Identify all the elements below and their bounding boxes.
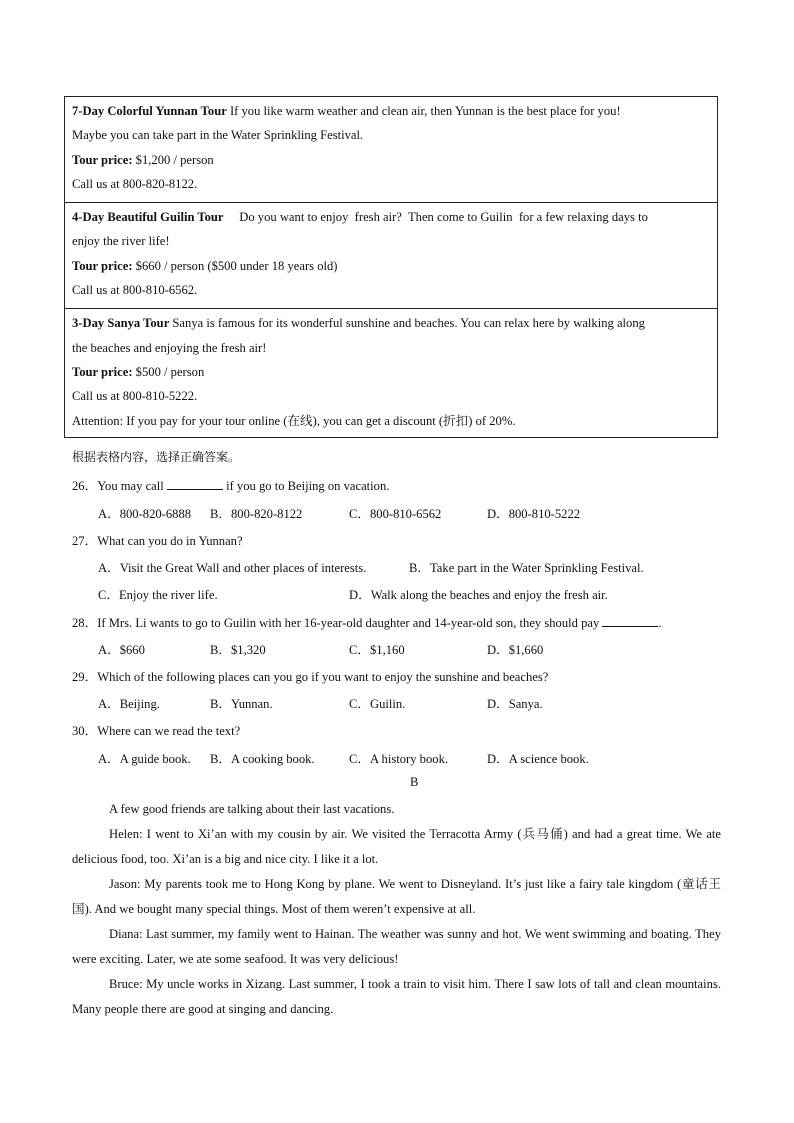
option[interactable]: D．Walk along the beaches and enjoy the fresh air.: [349, 588, 608, 602]
tour-phone: Call us at 800-820-8122.: [72, 176, 198, 191]
option[interactable]: A．A guide book.: [98, 752, 191, 766]
option[interactable]: A．800-820-6888: [98, 507, 192, 521]
tour-attention: Attention: If you pay for your tour online (在线), you can get a discount (折扣) of 20%.: [72, 413, 516, 428]
tour-price: $1,200 / person: [132, 152, 214, 167]
tour-price: $500 / person: [132, 364, 205, 379]
passage-paragraph: Jason: My parents took me to Hong Kong by plane. We went to Disneyland. It’s just like a fairy tale kingdom (童话王国). And we bought many special things. Most of them weren’t expensive at all.: [72, 877, 721, 916]
passage-paragraph: Helen: I went to Xi’an with my cousin by air. We visited the Terracotta Army (兵马俑) and had a great time. We ate delicious food, too. Xi’an is a big and nice city. I like it a lot.: [72, 827, 721, 866]
tour-title: 3-Day Sanya Tour: [72, 316, 170, 331]
tour-table: [64, 96, 718, 438]
answer-blank: [167, 479, 223, 490]
tour-cell-guilin: [65, 203, 717, 309]
tour-price-label: Tour price:: [72, 152, 133, 167]
option[interactable]: B．Yunnan.: [210, 697, 273, 711]
option[interactable]: A．Beijing.: [98, 697, 160, 711]
instruction: 根据表格内容，选择正确答案。: [72, 450, 241, 464]
tour-price-label: Tour price:: [72, 364, 133, 379]
option[interactable]: D．$1,660: [487, 643, 544, 657]
question-stem: 29．Which of the following places can you go if you want to enjoy the sunshine and beaches?: [72, 670, 549, 684]
question-stem: 28．If Mrs. Li wants to go to Guilin with her 16-year-old daughter and 14-year-old son, they should pay .: [72, 616, 662, 630]
option[interactable]: A．Visit the Great Wall and other places of interests.: [98, 561, 367, 575]
option[interactable]: A．$660: [98, 643, 145, 657]
tour-description: If you like warm weather and clean air, then Yunnan is the best place for you!: [226, 104, 621, 118]
reading-passage: [72, 797, 721, 1022]
option[interactable]: C．A history book.: [349, 752, 449, 766]
tour-description: Maybe you can take part in the Water Sprinkling Festival.: [72, 128, 364, 143]
option[interactable]: D．A science book.: [487, 752, 589, 766]
tour-phone: Call us at 800-810-6562.: [72, 283, 198, 298]
option[interactable]: C．Enjoy the river life.: [98, 588, 218, 602]
passage-paragraph: Diana: Last summer, my family went to Hainan. The weather was sunny and hot. We went swimming and boating. They were exciting. Later, we ate some seafood. It was very delicious!: [72, 927, 721, 966]
tour-title: 4-Day Beautiful Guilin Tour: [72, 210, 224, 225]
question-stem: 27．What can you do in Yunnan?: [72, 534, 243, 548]
tour-description: enjoy the river life!: [72, 234, 170, 249]
answer-blank: [602, 616, 658, 627]
option[interactable]: C．Guilin.: [349, 697, 406, 711]
option[interactable]: B．A cooking book.: [210, 752, 315, 766]
tour-description: Do you want to enjoy fresh air? Then come to Guilin for a few relaxing days to: [223, 210, 648, 225]
passage-paragraph: Bruce: My uncle works in Xizang. Last summer, I took a train to visit him. There I saw lots of tall and clean mountains. Many people there are good at singing and dancing.: [72, 977, 721, 1016]
option[interactable]: B．Take part in the Water Sprinkling Festival.: [409, 561, 644, 575]
passage-intro: A few good friends are talking about their last vacations.: [109, 802, 395, 816]
question-stem: 26．You may call if you go to Beijing on vacation.: [72, 479, 390, 493]
tour-description: Sanya is famous for its wonderful sunshine and beaches. You can relax here by walking along: [169, 316, 645, 331]
tour-title: 7-Day Colorful Yunnan Tour: [72, 104, 227, 118]
question-stem: 30．Where can we read the text?: [72, 724, 241, 738]
tour-cell-sanya: [65, 309, 717, 436]
option[interactable]: D．800-810-5222: [487, 507, 581, 521]
section-heading: B: [410, 775, 419, 789]
tour-price: $660 / person ($500 under 18 years old): [132, 258, 338, 273]
option[interactable]: C．800-810-6562: [349, 507, 442, 521]
tour-cell-yunnan: [65, 97, 717, 203]
option[interactable]: B．$1,320: [210, 643, 266, 657]
tour-description: the beaches and enjoying the fresh air!: [72, 340, 267, 355]
tour-phone: Call us at 800-810-5222.: [72, 389, 198, 404]
option[interactable]: D．Sanya.: [487, 697, 543, 711]
option[interactable]: B．800-820-8122: [210, 507, 303, 521]
option[interactable]: C．$1,160: [349, 643, 405, 657]
tour-price-label: Tour price:: [72, 258, 133, 273]
